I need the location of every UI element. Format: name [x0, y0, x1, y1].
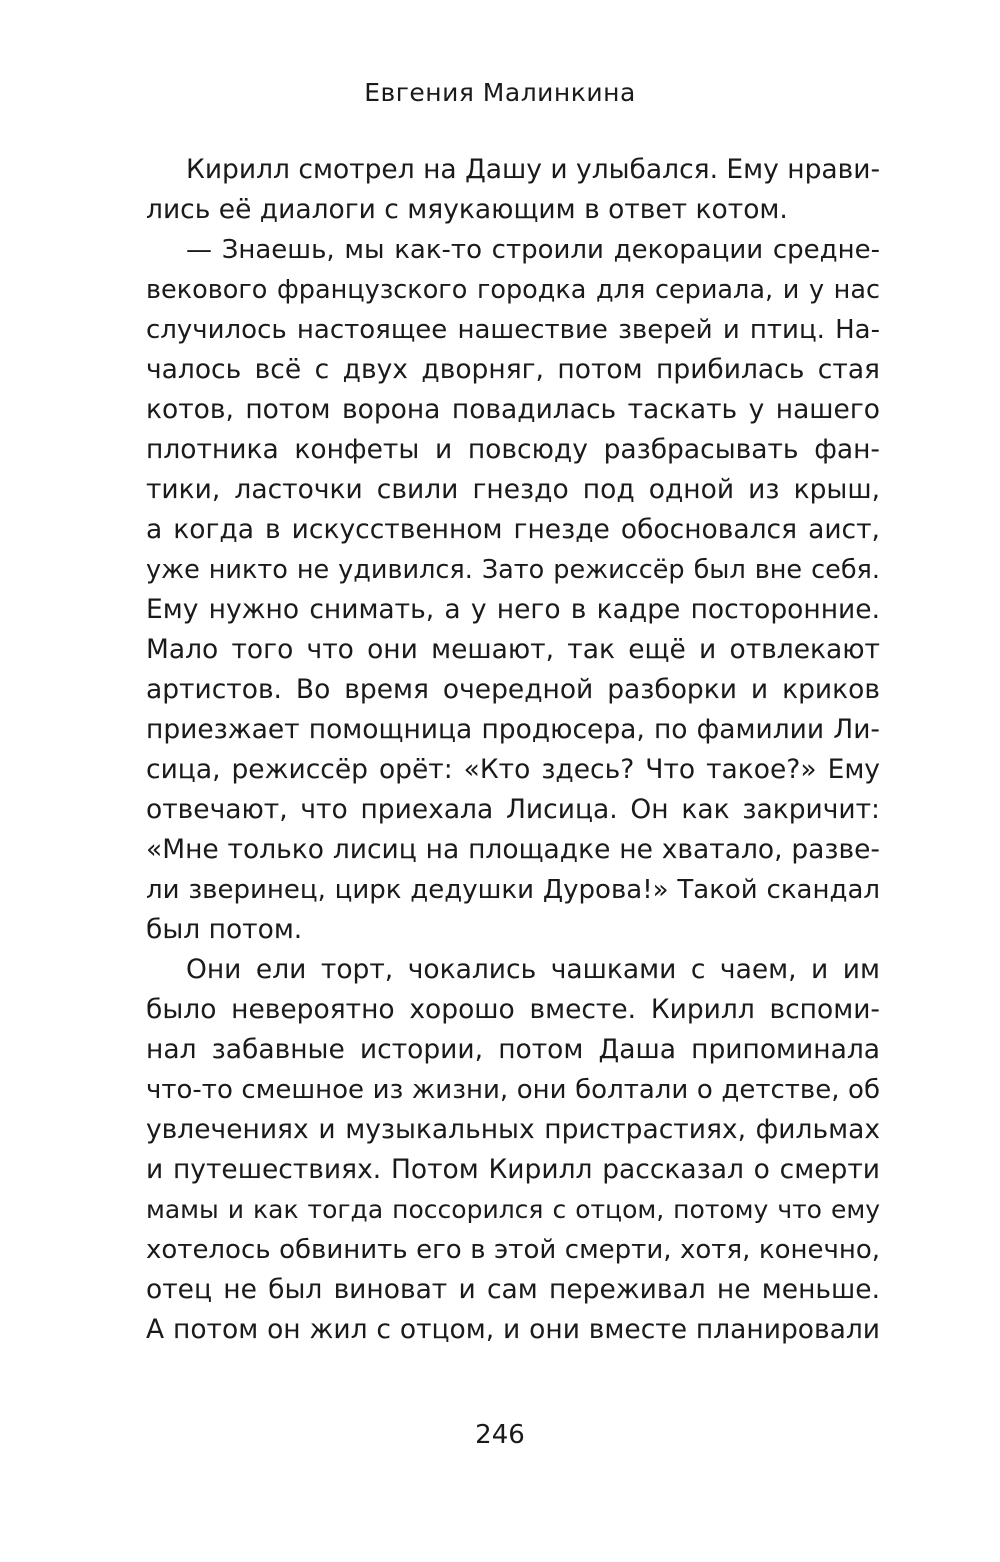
text-line: нал забавные истории, потом Даша припоминала — [146, 1034, 880, 1065]
text-line: Кирилл смотрел на Дашу и улыбался. Ему нрави- — [186, 154, 881, 185]
text-line: случилось настоящее нашествие зверей и птиц. На- — [146, 315, 880, 345]
text-line: отец не был виноват и сам переживал не меньше. — [146, 1274, 880, 1305]
text-line: котов, потом ворона повадилась таскать у нашего — [146, 394, 880, 425]
page-body — [146, 150, 880, 1350]
text-line: а когда в искусственном гнезде обосновался аист, — [146, 514, 880, 545]
text-line: Ему нужно снимать, а у него в кадре посторонние. — [146, 594, 880, 625]
text-line: векового французского городка для сериала, и у нас — [146, 275, 880, 305]
text-line: было невероятно хорошо вместе. Кирилл вспоми- — [146, 994, 880, 1025]
text-line: А потом он жил с отцом, и они вместе планировали — [146, 1314, 880, 1345]
text-line: «Мне только лисиц на площадке не хватало, разве- — [146, 834, 880, 865]
text-line: отвечают, что приехала Лисица. Он как закричит: — [146, 794, 880, 825]
text-line: — Знаешь, мы как-то строили декорации средне- — [186, 235, 880, 265]
text-line: хотелось обвинить его в этой смерти, хотя, конечно, — [146, 1235, 880, 1265]
text-line: лись её диалоги с мяукающим в ответ котом. — [146, 194, 788, 225]
running-header: Евгения Малинкина — [364, 78, 636, 107]
text-line: Они ели торт, чокались чашками с чаем, и им — [186, 954, 880, 985]
text-line: что-то смешное из жизни, они болтали о детстве, об — [146, 1075, 880, 1105]
text-line: мамы и как тогда поссорился с отцом, потому что ему — [146, 1195, 880, 1224]
text-line: увлечениях и музыкальных пристрастиях, фильмах — [146, 1114, 880, 1145]
text-line: плотника конфеты и повсюду разбрасывать фан- — [146, 434, 880, 465]
paragraph-3 — [146, 950, 880, 1350]
text-line: приезжает помощница продюсера, по фамилии Ли- — [146, 714, 880, 745]
text-line: тики, ласточки свили гнездо под одной из крыш, — [146, 474, 880, 505]
text-line: чалось всё с двух дворняг, потом прибилась стая — [146, 354, 880, 385]
text-line: уже никто не удивился. Зато режиссёр был вне себя. — [146, 555, 880, 585]
paragraph-2 — [146, 230, 880, 950]
text-line: Мало того что они мешают, так ещё и отвлекают — [146, 634, 880, 665]
text-line: сица, режиссёр орёт: «Кто здесь? Что такое?» Ему — [146, 754, 880, 785]
text-line: и путешествиях. Потом Кирилл рассказал о смерти — [146, 1154, 880, 1185]
text-line: артистов. Во время очередной разборки и криков — [146, 674, 880, 705]
text-line: был потом. — [146, 914, 303, 945]
page-number: 246 — [475, 1420, 525, 1450]
paragraph-1 — [146, 150, 880, 230]
text-line: ли зверинец, цирк дедушки Дурова!» Такой скандал — [146, 875, 880, 905]
